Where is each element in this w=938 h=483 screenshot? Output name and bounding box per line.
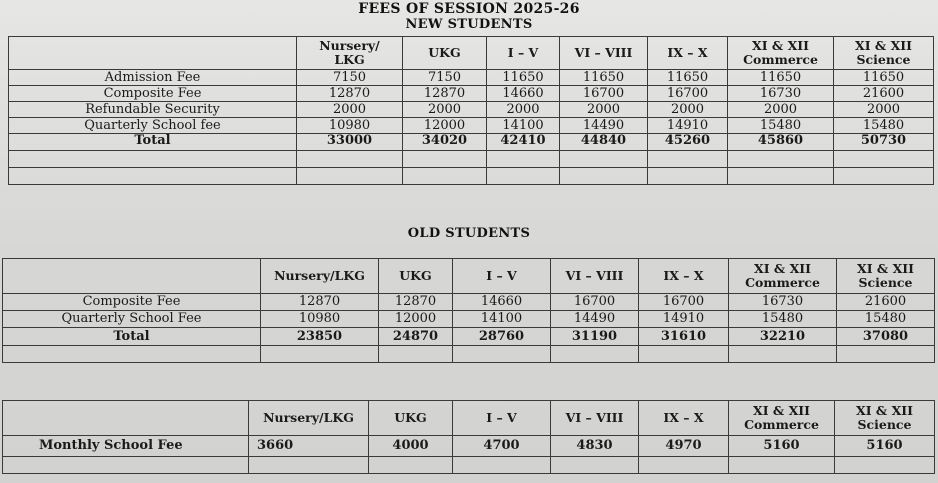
table-cell: 15480 (729, 311, 837, 328)
table-cell: 14910 (648, 118, 728, 134)
row-label: Monthly School Fee (3, 436, 249, 457)
empty-cell (728, 151, 834, 168)
table-cell: 7150 (297, 70, 403, 86)
monthly-fee-table (2, 400, 935, 474)
table-cell: 11650 (487, 70, 560, 86)
table-cell: 12870 (297, 86, 403, 102)
old-students-fee-table (2, 258, 935, 363)
empty-cell (261, 346, 379, 363)
column-header: XI & XII Commerce (728, 37, 834, 70)
empty-cell (453, 346, 551, 363)
column-header: I – V (453, 259, 551, 294)
table-cell: 10980 (261, 311, 379, 328)
table-cell: 16700 (560, 86, 648, 102)
column-header: Nursery/LKG (249, 401, 369, 436)
table-row (3, 436, 935, 457)
total-cell: 42410 (487, 134, 560, 151)
column-header: XI & XII Science (834, 37, 934, 70)
table-cell: 16730 (728, 86, 834, 102)
empty-cell (648, 168, 728, 185)
empty-cell (379, 346, 453, 363)
empty-cell (835, 457, 935, 474)
empty-cell (297, 168, 403, 185)
table-cell: 14490 (560, 118, 648, 134)
row-label: Composite Fee (9, 86, 297, 102)
empty-cell (560, 151, 648, 168)
column-header: I – V (453, 401, 551, 436)
column-header: UKG (379, 259, 453, 294)
column-header: IX – X (648, 37, 728, 70)
new-students-heading: NEW STUDENTS (405, 17, 533, 32)
column-header: VI – VIII (560, 37, 648, 70)
table-row (9, 86, 934, 102)
empty-cell (403, 168, 487, 185)
row-label: Quarterly School Fee (3, 311, 261, 328)
empty-row (3, 346, 935, 363)
empty-row (3, 457, 935, 474)
table-cell: 14100 (453, 311, 551, 328)
table-cell: 12870 (261, 294, 379, 311)
empty-cell (834, 168, 934, 185)
total-cell: 24870 (379, 328, 453, 346)
row-label: Quarterly School fee (9, 118, 297, 134)
header-blank-cell (3, 259, 261, 294)
total-cell: 34020 (403, 134, 487, 151)
table-cell: 11650 (834, 70, 934, 86)
empty-cell (9, 168, 297, 185)
table-cell: 4830 (551, 436, 639, 457)
table-cell: 11650 (728, 70, 834, 86)
total-row (3, 328, 935, 346)
table-cell: 4000 (369, 436, 453, 457)
total-cell: 32210 (729, 328, 837, 346)
total-cell: 44840 (560, 134, 648, 151)
empty-cell (3, 457, 249, 474)
table-cell: 12000 (403, 118, 487, 134)
total-cell: 37080 (837, 328, 935, 346)
table-cell: 5160 (729, 436, 835, 457)
empty-cell (551, 346, 639, 363)
total-label: Total (9, 134, 297, 151)
total-row (9, 134, 934, 151)
column-header: XI & XII Science (835, 401, 935, 436)
table-row (3, 311, 935, 328)
table-cell: 12870 (379, 294, 453, 311)
total-cell: 45260 (648, 134, 728, 151)
table-cell: 16700 (648, 86, 728, 102)
empty-cell (639, 346, 729, 363)
total-label: Total (3, 328, 261, 346)
table-cell: 2000 (648, 102, 728, 118)
header-blank-cell (3, 401, 249, 436)
new-students-fee-table (8, 36, 934, 185)
table-cell: 7150 (403, 70, 487, 86)
column-header: UKG (369, 401, 453, 436)
empty-cell (729, 346, 837, 363)
table-header-row (9, 37, 934, 70)
page-title: FEES OF SESSION 2025-26 (358, 1, 580, 17)
table-row (3, 294, 935, 311)
empty-cell (648, 151, 728, 168)
table-cell: 10980 (297, 118, 403, 134)
table-cell: 2000 (834, 102, 934, 118)
table-cell: 15480 (728, 118, 834, 134)
table-cell: 14490 (551, 311, 639, 328)
table-cell: 16700 (551, 294, 639, 311)
empty-row (9, 168, 934, 185)
empty-cell (834, 151, 934, 168)
total-cell: 33000 (297, 134, 403, 151)
empty-cell (297, 151, 403, 168)
empty-cell (403, 151, 487, 168)
table-cell: 14660 (487, 86, 560, 102)
column-header: IX – X (639, 259, 729, 294)
empty-cell (453, 457, 551, 474)
column-header: I – V (487, 37, 560, 70)
table-cell: 3660 (249, 436, 369, 457)
table-cell: 4700 (453, 436, 551, 457)
empty-cell (249, 457, 369, 474)
table-header-row (3, 401, 935, 436)
empty-cell (729, 457, 835, 474)
empty-cell (487, 168, 560, 185)
column-header: VI – VIII (551, 259, 639, 294)
row-label: Refundable Security (9, 102, 297, 118)
old-students-heading: OLD STUDENTS (407, 226, 531, 241)
column-header: XI & XII Commerce (729, 401, 835, 436)
table-header-row (3, 259, 935, 294)
table-cell: 2000 (403, 102, 487, 118)
table-cell: 15480 (837, 311, 935, 328)
table-cell: 2000 (297, 102, 403, 118)
empty-cell (369, 457, 453, 474)
table-cell: 2000 (728, 102, 834, 118)
column-header: Nursery/LKG (261, 259, 379, 294)
table-cell: 4970 (639, 436, 729, 457)
table-cell: 5160 (835, 436, 935, 457)
column-header: IX – X (639, 401, 729, 436)
empty-row (9, 151, 934, 168)
table-cell: 11650 (648, 70, 728, 86)
table-cell: 12870 (403, 86, 487, 102)
table-row (9, 118, 934, 134)
total-cell: 45860 (728, 134, 834, 151)
empty-cell (551, 457, 639, 474)
column-header: Nursery/ LKG (297, 37, 403, 70)
table-cell: 21600 (837, 294, 935, 311)
header-blank-cell (9, 37, 297, 70)
table-cell: 15480 (834, 118, 934, 134)
table-cell: 21600 (834, 86, 934, 102)
empty-cell (487, 151, 560, 168)
empty-cell (3, 346, 261, 363)
table-cell: 16700 (639, 294, 729, 311)
empty-cell (639, 457, 729, 474)
total-cell: 50730 (834, 134, 934, 151)
total-cell: 31190 (551, 328, 639, 346)
column-header: UKG (403, 37, 487, 70)
table-cell: 14100 (487, 118, 560, 134)
row-label: Admission Fee (9, 70, 297, 86)
empty-cell (9, 151, 297, 168)
empty-cell (560, 168, 648, 185)
table-cell: 14910 (639, 311, 729, 328)
total-cell: 31610 (639, 328, 729, 346)
total-cell: 28760 (453, 328, 551, 346)
table-cell: 14660 (453, 294, 551, 311)
table-cell: 11650 (560, 70, 648, 86)
total-cell: 23850 (261, 328, 379, 346)
column-header: XI & XII Science (837, 259, 935, 294)
empty-cell (837, 346, 935, 363)
column-header: XI & XII Commerce (729, 259, 837, 294)
empty-cell (728, 168, 834, 185)
table-cell: 12000 (379, 311, 453, 328)
table-row (9, 70, 934, 86)
column-header: VI – VIII (551, 401, 639, 436)
table-cell: 16730 (729, 294, 837, 311)
table-row (9, 102, 934, 118)
row-label: Composite Fee (3, 294, 261, 311)
table-cell: 2000 (487, 102, 560, 118)
table-cell: 2000 (560, 102, 648, 118)
